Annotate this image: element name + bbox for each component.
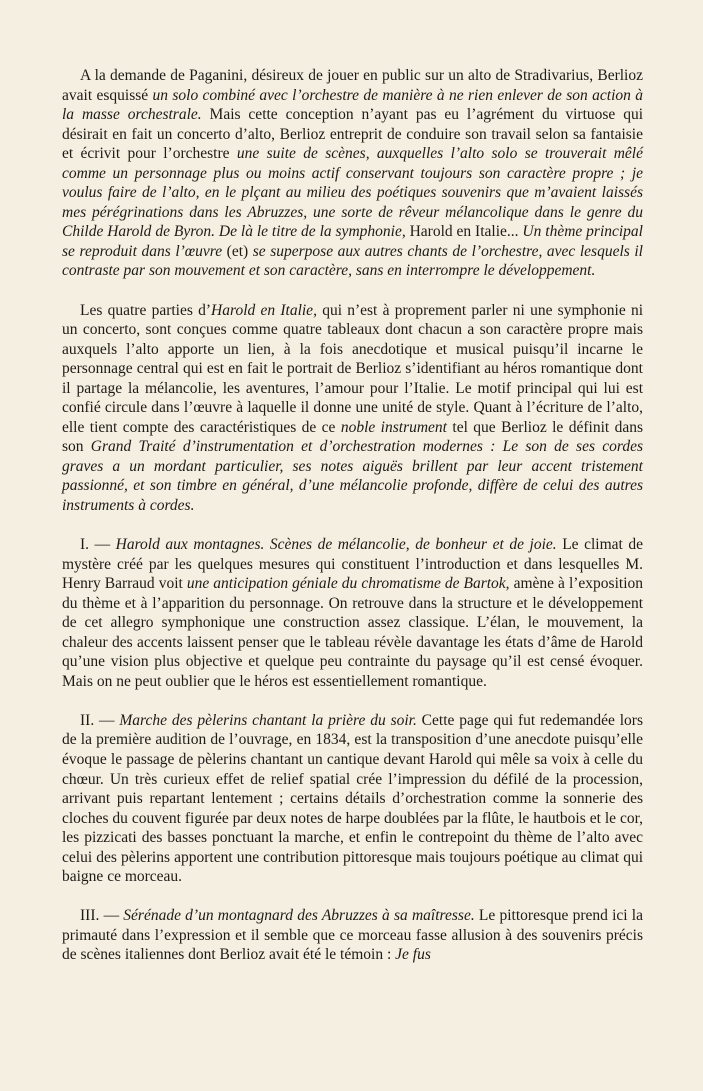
paragraph-intro xyxy=(62,66,643,281)
italic-run: un solo combiné avec l’orchestre de manière à ne rien enlever de son action à la masse orchestrale. xyxy=(62,86,643,124)
text-run: III. — xyxy=(80,907,124,925)
italic-run: une anticipation géniale du chromatisme de Bartok, xyxy=(186,575,510,593)
text-run: Le pittoresque prend ici la primauté dans l’expression et il semble que ce morceau fasse allusion à des souvenirs précis de scènes italiennes dont Berlioz avait été le témoin : xyxy=(62,907,643,964)
text-run: Cette page qui fut redemandée lors de la première audition de l’ouvrage, en 1834, est la transposition d’une anecdote puisqu’elle évoque le passage de pèlerins chantant un cantique devant Harold qui mêle sa voix à celle du chœur. Un très curieux effet de relief spatial crée l’impression du défilé de la procession, arrivant puis repartant lentement ; certains détails d’orchestration comme la sonnerie des cloches du couvent figurée par deux notes de harpe doublées par la flûte, le hautbois et le cor, les pizzicati des basses ponctuant la marche, et enfin le contrepoint du thème de l’alto avec celui des pèlerins apportent une contribution pittoresque mais toujours poétique au climat qui baigne ce morceau. xyxy=(62,711,643,886)
text-run: Les quatre parties d’ xyxy=(80,301,212,319)
paragraph-harold-overview xyxy=(62,301,643,516)
italic-run: Je fus xyxy=(395,946,431,964)
italic-run: Marche des pèlerins chantant la prière du soir. xyxy=(119,711,417,729)
paragraph-movement-2 xyxy=(62,711,643,887)
italic-run: Harold en Italie, xyxy=(211,301,317,319)
italic-run: Sérénade d’un montagnard des Abruzzes à sa maîtresse. xyxy=(123,907,475,925)
text-run: Harold en Italie... xyxy=(405,223,523,241)
paragraph-movement-1 xyxy=(62,535,643,691)
italic-run: se superpose aux autres chants de l’orchestre, avec lesquels il contraste par son mouvement et son caractère, sans en interrompre le développement. xyxy=(62,242,643,280)
italic-run: noble instrument xyxy=(340,418,447,436)
text-run: (et) xyxy=(222,242,253,260)
italic-run: Un thème principal se reproduit dans l’œuvre xyxy=(62,223,643,260)
text-run: amène à l’exposition du thème et à l’apparition du personnage. On retrouve dans la structure et le développement de cet allegro symphonique une construction assez classique. L’élan, le mouvement, la chaleur des accents laissent penser que le tableau révèle davantage les états d’âme de Harold qu’une vision plus objective et quelque peu contrainte du paysage qu’il est censé évoquer. Mais on ne peut oublier que le héros est essentiellement romantique. xyxy=(62,575,643,690)
text-run: I. — xyxy=(80,536,116,554)
text-run: A la demande de Paganini, désireux de jouer en public sur un alto de Stradivarius, Berlioz avait esquissé xyxy=(62,67,643,104)
text-run: qui n’est à proprement parler ni une symphonie ni un concerto, sont conçues comme quatre tableaux dont chacun a son caractère propre mais auxquels l’alto apporte un lien, à la fois anecdotique et musical puisqu’il incarne le personnage central qui est en fait le portrait de Berlioz s’identifiant au héros romantique dont il partage la mélancolie, les aventures, l’amour pour l’Italie. Le motif principal qui lui est confié circule dans l’œuvre à laquelle il donne une unité de style. Quant à l’écriture de l’alto, elle tient compte des caractéristiques de ce xyxy=(62,301,643,436)
text-column xyxy=(62,66,643,965)
text-run: tel que Berlioz le définit dans son xyxy=(62,418,643,456)
paragraph-movement-3 xyxy=(62,906,643,965)
text-run: Mais cette conception n’ayant pas eu l’agrément du virtuose qui désirait en fait un concerto d’alto, Berlioz entreprit de conduire son travail selon sa fantaisie et écrivit pour l’orchestre xyxy=(62,106,643,163)
italic-run: une suite de scènes, auxquelles l’alto solo se trouverait mêlé comme un personnage plus ou moins actif conservant toujours son caractère propre ; je voulus faire de l’alto, en le plçant au milieu des poétiques souvenirs que m’avaient laissés mes pérégrinations dans les Abruzzes, une sorte de rêveur mélancolique dans le genre du Childe Harold de Byron. De là le titre de la symphonie, xyxy=(62,145,643,241)
italic-run: Grand Traité d’instrumentation et d’orchestration modernes : Le son de ses cordes graves a un mordant particulier, ses notes aiguës brillent par leur accent tristement passionné, et son timbre en général, d’une mélancolie profonde, diffère de celui des autres instruments à cordes. xyxy=(62,438,643,514)
italic-run: Harold aux montagnes. Scènes de mélancolie, de bonheur et de joie. xyxy=(115,536,557,554)
text-run: Le climat de mystère créé par les quelques mesures qui constituent l’introduction et dans lesquelles M. Henry Barraud voit xyxy=(62,536,643,593)
text-run: II. — xyxy=(80,711,120,729)
